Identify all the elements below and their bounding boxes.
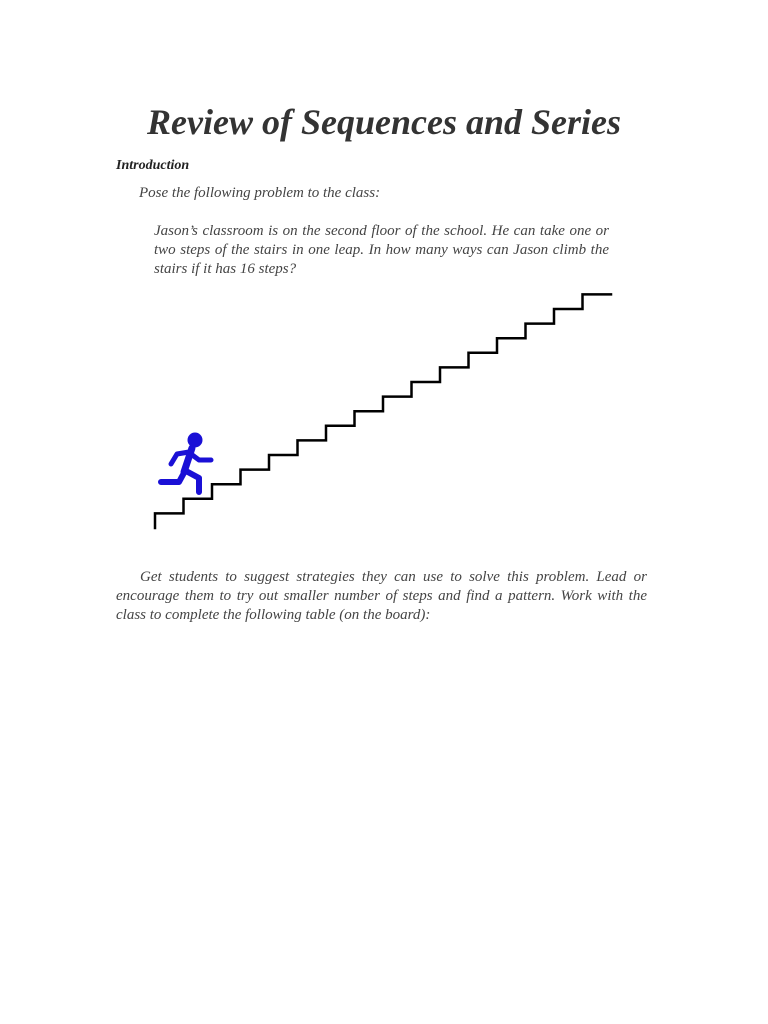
staircase-illustration (150, 285, 620, 535)
instruction-paragraph: Get students to suggest strategies they can use to solve this problem. Lead or encourage them to try out smaller number of steps and find a pattern. Work with the class to complete the following table (on the board): (116, 569, 647, 623)
problem-statement: Jason’s classroom is on the second floor of the school. He can take one or two steps of the stairs in one leap. In how many ways can Jason climb the stairs if it has 16 steps? (154, 223, 609, 277)
section-heading: Introduction (116, 158, 190, 173)
staircase-figure (150, 285, 620, 535)
pose-instruction: Pose the following problem to the class: (139, 185, 381, 201)
staircase-steps (155, 294, 611, 528)
running-person-icon (161, 433, 211, 493)
document-title: Review of Sequences and Series (147, 102, 621, 142)
